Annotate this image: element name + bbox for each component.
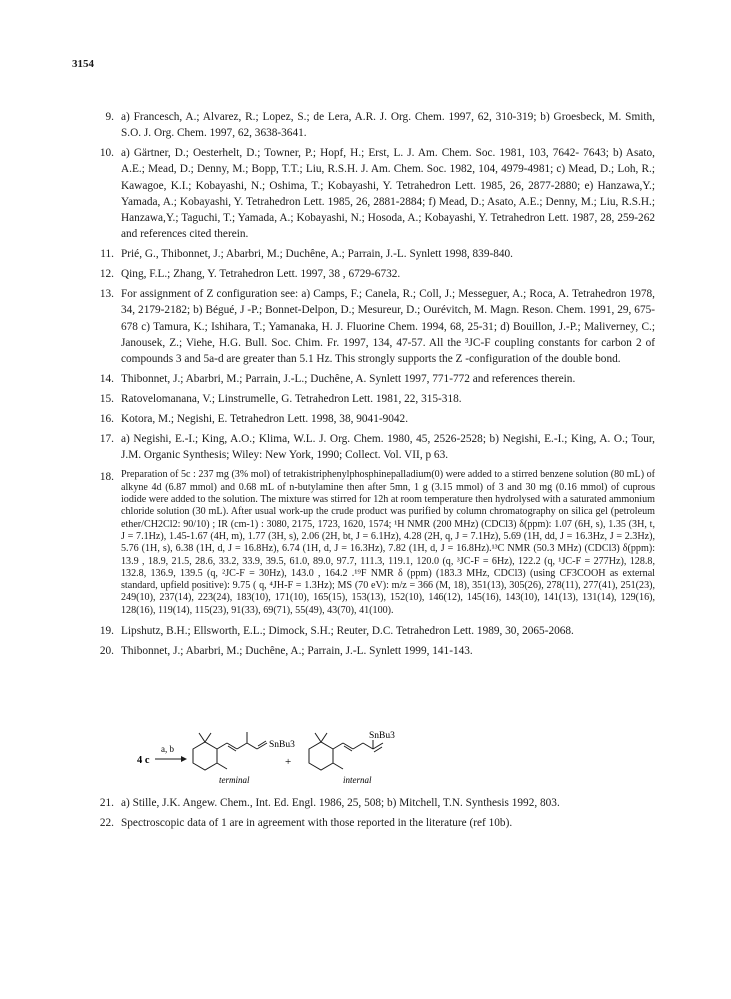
reference-text: Thibonnet, J.; Abarbri, M.; Parrain, J.-L.; Duchêne, A. Synlett 1997, 771-772 and references therein. [121,373,576,386]
reference-text: Preparation of 5c : 237 mg (3% mol) of tetrakistriphenylphosphinepalladium(0) were added to a stirred benzene solution (80 mL) of alkyne 4d (6.87 mmol) and 0.68 mL of n-butylamine then after 5mn, 1 g (3.15 mmol) of 3 and 30 mg (0.16 mmol) of cuprous iodide were added to the solution. The mixture was stirred for 12h at room temperature then hydrolysed with a saturated ammonium chloride solution (30 mL). After usual work-up the crude product was purified by column chromatography on silica gel (petroleum ether/CH2Cl2: 90/10) ; IR (cm-1) : 3080, 2175, 1723, 1620, 1574; ¹H NMR (200 MHz) (CDCl3) δ(ppm): 1.07 (6H, s), 1.35 (3H, t, J = 7.1Hz), 1.45-1.67 (4H, m), 1.77 (3H, s), 2.06 (2H, bt, J = 6.1Hz), 4.28 (2H, q, J = 7.1Hz), 5.69 (1H, dd, J = 16.3Hz, J = 2.3Hz), 5.76 (1H, s), 6.38 (1H, d, J = 16.8Hz), 6.74 (1H, d, J = 16.3Hz), 7.82 (1H, d, J = 16.8Hz).¹³C NMR (50.3 MHz) (CDCl3) δ(ppm): 13.9 , 18.9, 21.5, 28.6, 33.2, 33.9, 39.5, 61.0, 89.0, 97.7, 111.3, 119.1, 120.0 (q, ³JC-F = 6Hz), 122.2 (q, ¹JC-F = 277Hz), 128.8, 132.8, 136.9, 139.5 (q, ²JC-F = 30Hz), 143.0 , 164.2 .¹⁹F NMR δ (ppm) (183.3 MHz, CDCl3) (using CF3COOH as external standard, upfield positive): 9.75 ( q, ⁴JH-F = 1.3Hz); MS (70 eV): m/z = 366 (M, 18), 351(13), 305(26), 278(11), 277(41), 251(23), 249(10), 237(14), 223(24), 183(10), 171(10), 165(15), 153(13), 152(10), 146(12), 145(16), 143(10), 141(13), 131(14), 129(16), 128(16), 119(14), 115(23), 91(33), 69(71), 55(49), 43(70), 41(100). [121,469,655,616]
reference-number: 11. [100,248,114,261]
reference-number: 14. [99,373,114,386]
scheme-start-label: 4 c [137,755,150,766]
reference-text: Qing, F.L.; Zhang, Y. Tetrahedron Lett. 1997, 38 , 6729-6732. [121,268,401,281]
reference-item [95,109,655,141]
reference-text: For assignment of Z configuration see: a) Camps, F.; Canela, R.; Coll, J.; Messeguer, A.; Roca, A. Tetrahedron 1978, 34, 2179-2182; b) Bégué, J -P.; Bonnet-Delpon, D.; Mesureur, D.; Ourévitch, M. Magn. Reson. Chem. 1991, 29, 675-678 c) Tamura, K.; Ishihara, T.; Yamanaka, H. J. Fluorine Chem. 1994, 68, 25-31; d) Bouillon, J.-P.; Maliverney, C.; Janousek, Z.; Viehe, H.G. Bull. Soc. Chim. Fr. 1997, 134, 47-57. All the ³JC-F coupling constants for carbon 2 of compounds 3 and 5a-d are greater than 5.1 Hz. This strongly supports the Z -configuration of the double bond. [121,288,655,366]
reference-text: a) Negishi, E.-I.; King, A.O.; Klima, W.L. J. Org. Chem. 1980, 45, 2526-2528; b) Negishi, E.-I.; King, A. O.; Tour, J.M. Organic Synthesis; Wiley: New York, 1990; Collect. Vol. VII, p 63. [121,433,655,462]
reference-number: 22. [99,817,114,829]
reference-text: Ratovelomanana, V.; Linstrumelle, G. Tetrahedron Lett. 1981, 22, 315-318. [121,393,462,406]
reference-item [95,431,655,463]
terminal-stannane-structure [193,732,267,770]
plus-sign: + [285,756,292,768]
label-internal: internal [343,775,372,785]
reference-item [95,266,655,282]
reaction-scheme [135,728,435,786]
reference-text: Spectroscopic data of 1 are in agreement with those reported in the literature (ref 10b). [121,817,513,829]
reference-item [95,286,655,367]
reference-text: Lipshutz, B.H.; Ellsworth, E.L.; Dimock, S.H.; Reuter, D.C. Tetrahedron Lett. 1989, 30, 2065-2068. [121,625,574,637]
scheme-reagents: a, b [161,744,174,754]
reference-item [95,411,655,427]
tin-group-terminal: SnBu3 [269,740,295,750]
reference-number: 9. [105,111,114,123]
tin-group-internal: SnBu3 [369,731,395,741]
reference-text: a) Francesch, A.; Alvarez, R.; Lopez, S.; de Lera, A.R. J. Org. Chem. 1997, 62, 310-319; b) Groesbeck, M. Smith, S.O. J. Org. Chem. 1997, 62, 3638-3641. [121,111,655,140]
reference-item [95,371,655,387]
reference-number: 19. [99,625,114,637]
reference-number: 15. [99,393,114,406]
reference-item [95,145,655,242]
reference-number: 13. [99,288,114,301]
label-terminal: terminal [219,775,250,785]
reference-text: a) Gärtner, D.; Oesterhelt, D.; Towner, P.; Hopf, H.; Erst, L. J. Am. Chem. Soc. 1981, 103, 7642- 7643; b) Asato, A.E.; Mead, D.; Denny, M.; Bopp, T.T.; Liu, R.S.H. J. Am. Chem. Soc. 1982, 104, 4979-4981; c) Mead, D.; Loh, R.; Kawagoe, K.I.; Kobayashi, N.; Oshima, T.; Kobayashi, Y. Tetrahedron Lett. 1985, 26, 2877-2880; e) Hanzawa,Y.; Yamada, A.; Kobayashi, Y. Tetrahedron Lett. 1985, 26, 2881-2884; f) Mead, D.; Asato, A.E.; Denny, M.; Liu, R.S.H.; Hanzawa,Y.; Taguchi, T.; Yamada, A.; Kobayashi, N.; Hosoda, A.; Kobayashi, Y. Tetrahedron Lett. 1987, 28, 259-262 and references cited therein. [121,147,655,241]
reference-text: Thibonnet, J.; Abarbri, M.; Duchêne, A.; Parrain, J.-L. Synlett 1999, 141-143. [121,645,473,657]
reference-item [95,246,655,262]
reference-number: 12. [99,268,114,281]
reference-item [95,391,655,407]
reference-number: 18. [99,471,114,484]
reference-item-experimental [95,469,655,617]
reference-text: Prié, G., Thibonnet, J.; Abarbri, M.; Duchêne, A.; Parrain, J.-L. Synlett 1998, 839-840. [121,248,513,261]
reference-list-continued [95,795,655,835]
reference-item [95,815,655,831]
reference-number: 20. [99,645,114,657]
reference-number: 17. [99,433,114,446]
reference-number: 21. [99,797,114,809]
reference-item [95,623,655,639]
reference-text: a) Stille, J.K. Angew. Chem., Int. Ed. Engl. 1986, 25, 508; b) Mitchell, T.N. Synthesis 1992, 803. [121,797,560,809]
page-number: 3154 [72,58,94,70]
reference-item [95,643,655,659]
reference-text: Kotora, M.; Negishi, E. Tetrahedron Lett. 1998, 38, 9041-9042. [121,413,409,426]
reference-number: 16. [99,413,114,426]
reaction-arrow [155,756,187,762]
reference-list [95,109,655,663]
reference-item [95,795,655,811]
reference-number: 10. [99,147,114,160]
